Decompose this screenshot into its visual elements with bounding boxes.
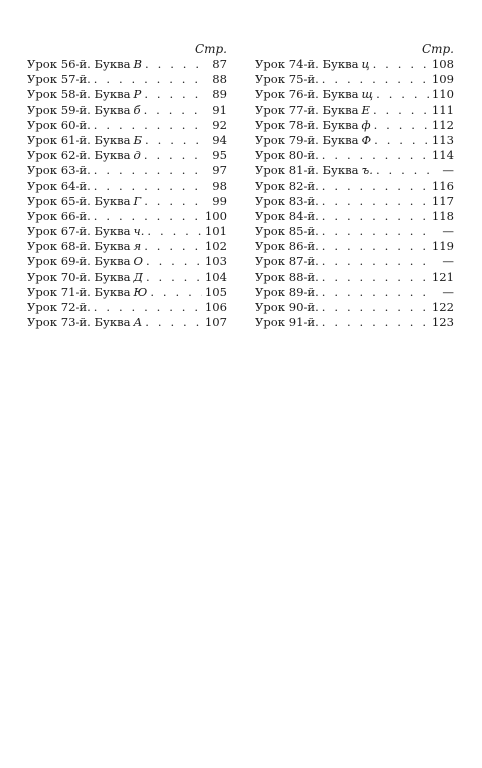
dot-leader xyxy=(144,103,206,118)
toc-entry xyxy=(255,133,454,148)
page-number: 105 xyxy=(204,284,227,299)
lesson-title: Урок 68-й. Буква xyxy=(27,239,131,254)
lesson-letter: Б xyxy=(133,132,143,147)
lesson-title: Урок 85-й. xyxy=(255,224,319,239)
page-number: 95 xyxy=(212,148,227,163)
lesson-letter: В xyxy=(133,57,143,71)
toc-entry xyxy=(27,254,227,269)
dot-leader xyxy=(376,163,433,178)
page-number: 101 xyxy=(204,224,227,239)
lesson-title: Урок 79-й. Буква xyxy=(255,132,359,147)
page-number: — xyxy=(442,254,454,269)
page-number: 122 xyxy=(431,300,454,314)
toc-entry xyxy=(27,87,227,102)
toc-entry xyxy=(255,72,454,87)
toc-entry xyxy=(255,194,454,209)
lesson-title: Урок 65-й. Буква xyxy=(27,193,131,208)
toc-list-right xyxy=(255,57,454,330)
lesson-title: Урок 66-й. xyxy=(27,208,91,223)
lesson-letter: Е xyxy=(361,102,370,117)
lesson-title: Урок 59-й. Буква xyxy=(27,102,131,117)
lesson-letter: А xyxy=(133,315,143,330)
page-number: 87 xyxy=(212,57,227,71)
dot-leader xyxy=(94,300,202,315)
toc-entry xyxy=(27,103,227,118)
lesson-letter: ф xyxy=(361,117,371,132)
dot-leader xyxy=(146,270,202,285)
toc-column-right xyxy=(255,42,454,330)
page-number: 121 xyxy=(431,269,454,284)
toc-entry xyxy=(255,103,454,118)
page-number: 113 xyxy=(431,132,454,147)
dot-leader xyxy=(374,118,429,133)
toc-column-left xyxy=(27,42,227,330)
lesson-letter: Ф xyxy=(361,132,372,147)
toc-entry xyxy=(255,179,454,194)
lesson-title: Урок 62-й. Буква xyxy=(27,148,131,163)
lesson-letter: б xyxy=(133,102,141,117)
lesson-title: Урок 78-й. Буква xyxy=(255,117,359,132)
page-number: — xyxy=(442,224,454,239)
toc-entry xyxy=(255,118,454,133)
page-number: 98 xyxy=(212,178,227,193)
page-number: 91 xyxy=(212,102,227,117)
page-number: 103 xyxy=(204,254,227,269)
lesson-title: Урок 69-й. Буква xyxy=(27,254,131,269)
dot-leader xyxy=(94,179,206,194)
page-column-header: Стр. xyxy=(421,42,454,56)
dot-leader xyxy=(145,315,202,330)
dot-leader xyxy=(94,209,202,224)
toc-entry xyxy=(27,239,227,254)
dot-leader xyxy=(373,57,429,72)
dot-leader xyxy=(322,239,429,254)
lesson-title: Урок 84-й. xyxy=(255,208,319,223)
toc-entry xyxy=(27,57,227,72)
lesson-letter: ч. xyxy=(133,224,145,239)
toc-entry xyxy=(27,315,227,330)
lesson-title: Урок 74-й. Буква xyxy=(255,57,359,71)
page-number: 108 xyxy=(431,57,454,71)
toc-entry xyxy=(255,315,454,330)
lesson-letter: Р xyxy=(133,87,142,102)
toc-entry xyxy=(255,300,454,315)
toc-entry xyxy=(27,194,227,209)
lesson-title: Урок 80-й. xyxy=(255,148,319,163)
toc-entry xyxy=(255,87,454,102)
dot-leader xyxy=(322,148,429,163)
page-number: 123 xyxy=(431,315,454,330)
page-number: 102 xyxy=(204,239,227,254)
page-number: 94 xyxy=(212,132,227,147)
lesson-title: Урок 90-й. xyxy=(255,300,319,314)
toc-entry xyxy=(255,270,454,285)
toc-entry xyxy=(255,254,454,269)
dot-leader xyxy=(322,209,429,224)
dot-leader xyxy=(146,254,202,269)
lesson-title: Урок 77-й. Буква xyxy=(255,102,359,117)
dot-leader xyxy=(373,103,429,118)
lesson-title: Урок 64-й. xyxy=(27,178,91,193)
dot-leader xyxy=(144,239,202,254)
lesson-title: Урок 60-й. xyxy=(27,117,91,132)
dot-leader xyxy=(147,224,201,239)
page-number: 112 xyxy=(431,117,454,132)
page-column-header: Стр. xyxy=(194,42,227,56)
toc-entry xyxy=(27,163,227,178)
dot-leader xyxy=(144,194,206,209)
dot-leader xyxy=(322,224,433,239)
toc-entry xyxy=(255,163,454,178)
dot-leader xyxy=(144,148,206,163)
page-number: 97 xyxy=(212,163,227,178)
page-number: 110 xyxy=(431,87,454,102)
page-number: 109 xyxy=(431,72,454,87)
toc-entry xyxy=(255,148,454,163)
toc-entry xyxy=(27,148,227,163)
toc-entry xyxy=(255,57,454,72)
dot-leader xyxy=(374,133,429,148)
toc-entry xyxy=(255,285,454,300)
lesson-letter: д xyxy=(133,148,141,163)
lesson-title: Урок 88-й. xyxy=(255,269,319,284)
dot-leader xyxy=(94,163,206,178)
page-number: 117 xyxy=(431,193,454,208)
toc-entry xyxy=(255,209,454,224)
page-number: 118 xyxy=(431,208,454,223)
lesson-title: Урок 82-й. xyxy=(255,178,319,193)
toc-entry xyxy=(255,224,454,239)
lesson-title: Урок 56-й. Буква xyxy=(27,57,131,71)
page-number: 107 xyxy=(204,315,227,330)
lesson-title: Урок 91-й. xyxy=(255,315,319,330)
page-number: 116 xyxy=(431,178,454,193)
dot-leader xyxy=(145,133,206,148)
lesson-letter: Д xyxy=(133,269,143,284)
toc-entry xyxy=(27,179,227,194)
lesson-title: Урок 63-й. xyxy=(27,163,91,178)
toc-entry xyxy=(27,224,227,239)
lesson-letter: щ xyxy=(361,87,374,102)
lesson-title: Урок 71-й. Буква xyxy=(27,284,131,299)
lesson-letter: О xyxy=(133,254,144,269)
page-number: 100 xyxy=(204,208,227,223)
toc-list-left xyxy=(27,57,227,330)
lesson-title: Урок 72-й. xyxy=(27,300,91,314)
lesson-title: Урок 70-й. Буква xyxy=(27,269,131,284)
dot-leader xyxy=(322,300,429,315)
toc-entry xyxy=(27,118,227,133)
lesson-letter: Г xyxy=(133,193,142,208)
lesson-title: Урок 58-й. Буква xyxy=(27,87,131,102)
dot-leader xyxy=(144,87,206,102)
page-number: 88 xyxy=(212,72,227,87)
page-number: 89 xyxy=(212,87,227,102)
toc-entry xyxy=(27,270,227,285)
lesson-title: Урок 73-й. Буква xyxy=(27,315,131,330)
lesson-title: Урок 75-й. xyxy=(255,72,319,87)
page-number: 92 xyxy=(212,117,227,132)
toc-entry xyxy=(255,239,454,254)
dot-leader xyxy=(94,72,206,87)
dot-leader xyxy=(145,57,206,72)
toc-entry xyxy=(27,285,227,300)
page-number: 119 xyxy=(431,239,454,254)
toc-entry xyxy=(27,209,227,224)
page-number: — xyxy=(442,163,454,178)
dot-leader xyxy=(322,285,433,300)
page-number: 114 xyxy=(431,148,454,163)
page-number: — xyxy=(442,284,454,299)
dot-leader xyxy=(322,194,429,209)
dot-leader xyxy=(322,254,433,269)
page-number: 111 xyxy=(431,102,454,117)
lesson-title: Урок 67-й. Буква xyxy=(27,224,131,239)
dot-leader xyxy=(94,118,206,133)
lesson-title: Урок 86-й. xyxy=(255,239,319,254)
dot-leader xyxy=(322,270,429,285)
page-number: 104 xyxy=(204,269,227,284)
dot-leader xyxy=(376,87,429,102)
toc-entry xyxy=(27,133,227,148)
page-number: 106 xyxy=(204,300,227,314)
dot-leader xyxy=(322,179,429,194)
dot-leader xyxy=(150,285,202,300)
lesson-title: Урок 57-й. xyxy=(27,72,91,87)
page-number: 99 xyxy=(212,193,227,208)
toc-entry xyxy=(27,72,227,87)
lesson-title: Урок 83-й. xyxy=(255,193,319,208)
lesson-letter: я xyxy=(133,239,142,254)
lesson-letter: ъ. xyxy=(361,163,373,178)
lesson-title: Урок 76-й. Буква xyxy=(255,87,359,102)
lesson-title: Урок 89-й. xyxy=(255,284,319,299)
lesson-letter: ц xyxy=(361,57,370,71)
lesson-title: Урок 81-й. Буква xyxy=(255,163,359,178)
toc-entry xyxy=(27,300,227,315)
lesson-title: Урок 61-й. Буква xyxy=(27,132,131,147)
lesson-letter: Ю xyxy=(133,284,148,299)
dot-leader xyxy=(322,72,429,87)
dot-leader xyxy=(322,315,429,330)
lesson-title: Урок 87-й. xyxy=(255,254,319,269)
